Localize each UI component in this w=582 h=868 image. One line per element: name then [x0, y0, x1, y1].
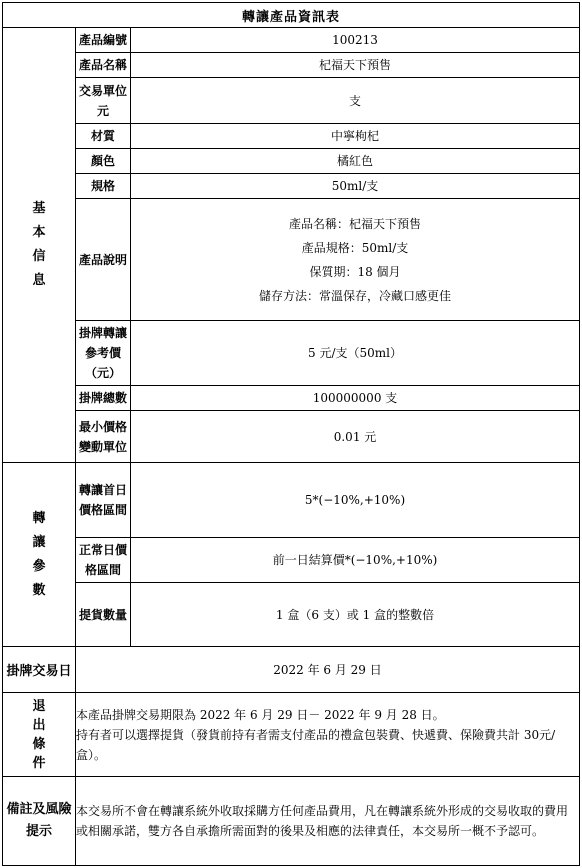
exit-label-char: 件	[32, 755, 46, 771]
exit-label-char: 出	[32, 717, 46, 733]
pickup-quantity-label: 提貨數量	[76, 583, 131, 647]
exit-label-char: 條	[32, 736, 46, 752]
description-line: 產品規格：50ml/支	[301, 240, 409, 255]
listing-date-label: 掛牌交易日	[3, 647, 76, 693]
pickup-quantity-value: 1 盒（6 支）或 1 盒的整數倍	[131, 583, 580, 647]
min-tick-label: 最小價格變動單位	[76, 411, 131, 463]
exit-conditions-text	[76, 693, 580, 777]
description-value	[131, 199, 580, 321]
exit-label-char: 退	[32, 698, 46, 714]
total-listed-label: 掛牌總數	[76, 386, 131, 411]
description-line: 儲存方法：常溫保存，冷藏口感更佳	[259, 288, 452, 303]
section-transfer-char: 轉	[32, 510, 46, 526]
normal-day-range-value: 前一日結算價*(−10%,+10%)	[131, 538, 580, 583]
min-tick-value: 0.01 元	[131, 411, 580, 463]
total-listed-value: 100000000 支	[131, 386, 580, 411]
section-basic-char: 基	[32, 201, 46, 216]
trade-unit-value: 支	[131, 78, 580, 124]
color-value: 橘紅色	[131, 149, 580, 174]
reference-price-label: 掛牌轉讓參考價（元）	[76, 321, 131, 386]
material-label: 材質	[76, 124, 131, 149]
listing-date-value: 2022 年 6 月 29 日	[76, 647, 580, 693]
section-basic-char: 信	[32, 249, 46, 264]
section-basic-char: 息	[32, 273, 46, 288]
product-name-value: 杞福天下預售	[131, 53, 580, 78]
material-value: 中寧枸杞	[131, 124, 580, 149]
product-code-label: 產品編號	[76, 28, 131, 53]
section-transfer-char: 讓	[32, 534, 46, 550]
product-name-label: 產品名稱	[76, 53, 131, 78]
spec-value: 50ml/支	[131, 174, 580, 199]
table-title: 轉讓產品資訊表	[3, 3, 580, 28]
remarks-label: 備註及風險提示	[3, 777, 76, 866]
color-label: 顏色	[76, 149, 131, 174]
description-label: 產品說明	[76, 199, 131, 321]
description-line: 產品名稱：杞福天下預售	[289, 216, 422, 231]
section-transfer-char: 參	[32, 558, 46, 574]
remarks-text: 本交易所不會在轉讓系統外收取採購方任何產品費用，凡在轉讓系統外形成的交易收取的費用或相關承諾，雙方各自承擔所需面對的後果及相應的法律責任，本交易所一概不予認可。	[76, 777, 580, 866]
exit-condition-line: 持有者可以選擇提貨（發貨前持有者需支付產品的禮盒包裝費、快遞費、保險費共計 30元/盒）。	[76, 727, 556, 762]
section-basic-char: 本	[32, 225, 46, 240]
first-day-range-label: 轉讓首日價格區間	[76, 463, 131, 538]
section-transfer-params	[3, 463, 76, 647]
exit-condition-line: 本產品掛牌交易期限為 2022 年 6 月 29 日－ 2022 年 9 月 28 日。	[76, 707, 445, 722]
normal-day-range-label: 正常日價格區間	[76, 538, 131, 583]
product-code-value: 100213	[131, 28, 580, 53]
section-basic-info	[3, 28, 76, 463]
spec-label: 規格	[76, 174, 131, 199]
reference-price-value: 5 元/支（50ml）	[131, 321, 580, 386]
section-transfer-char: 數	[32, 582, 46, 598]
trade-unit-label: 交易單位元	[76, 78, 131, 124]
first-day-range-value: 5*(−10%,+10%)	[131, 463, 580, 538]
exit-conditions-label	[3, 693, 76, 777]
description-line: 保質期：18 個月	[309, 264, 401, 279]
product-info-table	[2, 2, 580, 866]
